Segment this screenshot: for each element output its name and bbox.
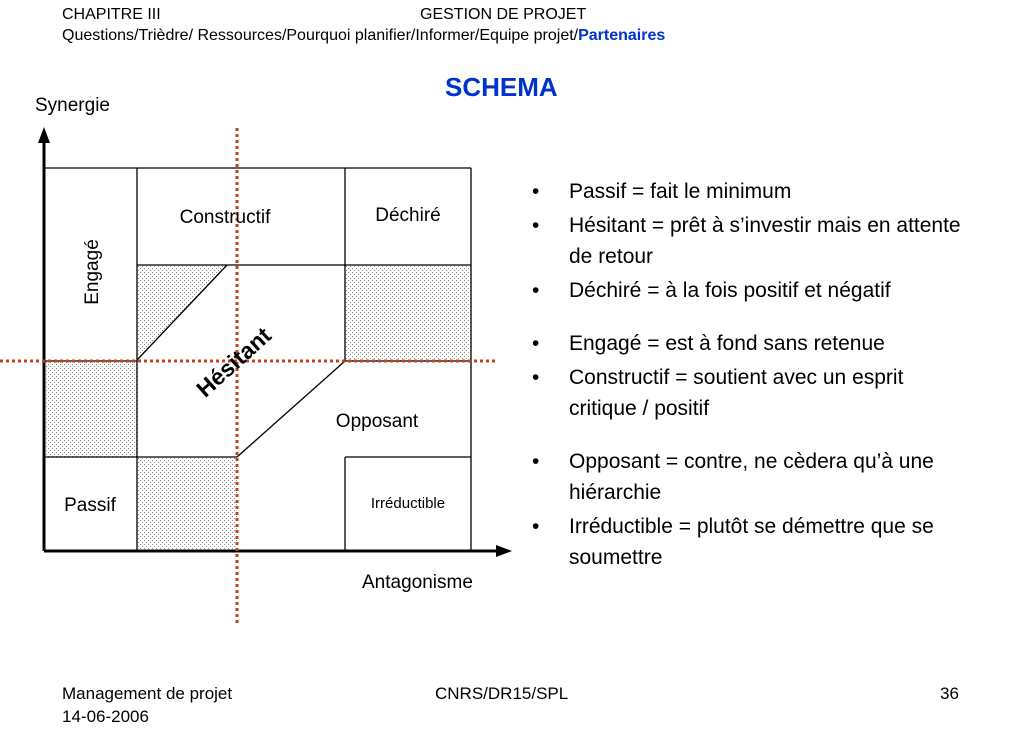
definitions-list <box>532 176 972 576</box>
bullet-dot-icon: • <box>532 366 540 389</box>
breadcrumb-current: Partenaires <box>578 27 666 44</box>
hatch-dechire-lower <box>345 265 471 361</box>
x-axis <box>44 545 512 557</box>
bullet-engage: • Engagé = est à fond sans retenue <box>532 328 972 359</box>
bullet-dot-icon: • <box>532 214 540 237</box>
bullet-dechire: • Déchiré = à la fois positif et négatif <box>532 275 972 306</box>
bullet-dot-icon: • <box>532 332 540 355</box>
x-axis-label: Antagonisme <box>362 572 473 593</box>
bullet-hesitant: • Hésitant = prêt à s’investir mais en attente de retour <box>532 210 972 272</box>
hatch-passif-right <box>137 457 237 551</box>
label-dechire: Déchiré <box>375 205 441 226</box>
bullet-opposant: • Opposant = contre, ne cèdera qu’à une hiérarchie <box>532 446 972 508</box>
chapter-label: CHAPITRE III <box>62 6 161 23</box>
footer-date: 14-06-2006 <box>62 707 149 726</box>
bullet-dot-icon: • <box>532 515 540 538</box>
hatch-engage-lower <box>44 361 137 457</box>
bullet-dot-icon: • <box>532 450 540 473</box>
y-axis-label: Synergie <box>35 95 110 116</box>
label-opposant: Opposant <box>335 411 419 432</box>
label-constructif: Constructif <box>179 207 271 228</box>
breadcrumb-path: Questions/Trièdre/ Ressources/Pourquoi planifier/Informer/Equipe projet/ <box>62 27 579 44</box>
bullet-passif: • Passif = fait le minimum <box>532 176 972 207</box>
label-hesitant: Hésitant <box>191 322 277 403</box>
bullet-dot-icon: • <box>532 180 540 203</box>
label-passif: Passif <box>64 495 116 516</box>
label-engage: Engagé <box>82 239 103 305</box>
bullet-constructif: • Constructif = soutient avec un esprit critique / positif <box>532 362 972 424</box>
label-irreductible: Irréductible <box>370 495 446 512</box>
footer-org: CNRS/DR15/SPL <box>435 684 569 703</box>
y-axis <box>38 127 50 551</box>
page-number: 36 <box>940 684 959 703</box>
bullet-dot-icon: • <box>532 279 540 302</box>
bullet-irreductible: • Irréductible = plutôt se démettre que se soumettre <box>532 511 972 573</box>
section-title: GESTION DE PROJET <box>420 6 587 23</box>
page-title: SCHEMA <box>445 72 558 102</box>
footer-course: Management de projet <box>62 684 233 703</box>
